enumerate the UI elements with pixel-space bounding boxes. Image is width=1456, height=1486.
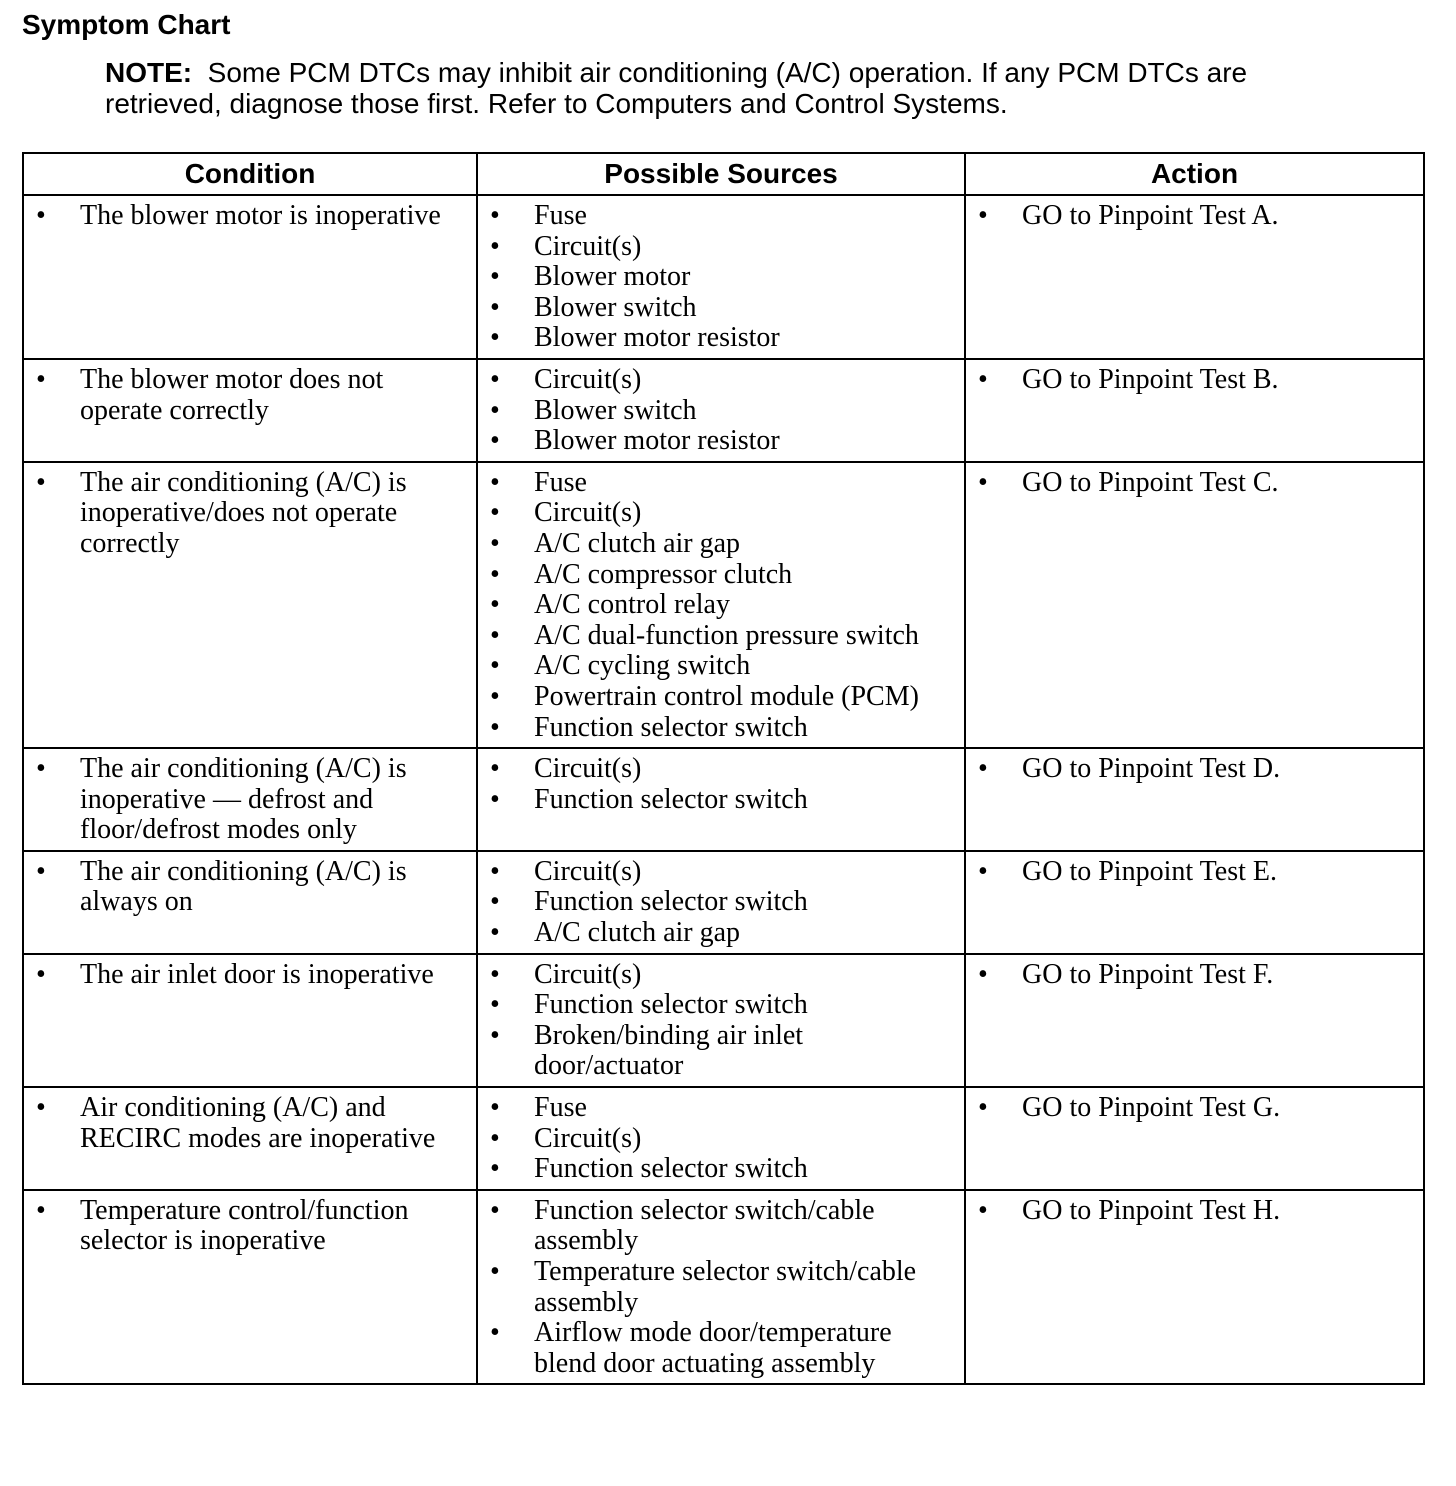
bullet-item: • Blower switch	[478, 396, 956, 427]
action-cell	[965, 851, 1424, 954]
bullet-item: • Fuse	[478, 201, 956, 232]
sources-cell	[477, 748, 965, 851]
table-row	[23, 1087, 1424, 1190]
action-cell-list	[966, 1191, 1423, 1231]
table-header-row	[23, 153, 1424, 195]
bullet-item: • Blower switch	[478, 293, 956, 324]
bullet-item: • A/C clutch air gap	[478, 529, 956, 560]
sources-cell-list	[478, 360, 964, 461]
bullet-item: • GO to Pinpoint Test B.	[966, 365, 1415, 396]
bullet-item: • Function selector switch	[478, 1154, 956, 1185]
sources-cell	[477, 195, 965, 359]
sources-cell	[477, 359, 965, 462]
bullet-item: • Function selector switch	[478, 785, 956, 816]
action-cell	[965, 359, 1424, 462]
note-label: NOTE:	[105, 57, 193, 88]
condition-cell-list	[24, 1088, 476, 1158]
sources-cell-list	[478, 196, 964, 358]
condition-cell-list	[24, 196, 476, 236]
sources-cell	[477, 851, 965, 954]
sources-cell-list	[478, 463, 964, 747]
bullet-item: • Circuit(s)	[478, 960, 956, 991]
note-text: Some PCM DTCs may inhibit air conditioning (A/C) operation. If any PCM DTCs are retrieved, diagnose those first. Refer to Computers and Control Systems.	[105, 57, 1248, 119]
condition-cell-list	[24, 852, 476, 922]
sources-cell-list	[478, 852, 964, 953]
bullet-item: • Circuit(s)	[478, 365, 956, 396]
bullet-item: • The air conditioning (A/C) is inoperative/does not operate correctly	[24, 468, 468, 560]
action-cell	[965, 1087, 1424, 1190]
bullet-item: • Fuse	[478, 468, 956, 499]
condition-cell-list	[24, 360, 476, 430]
bullet-item: • Air conditioning (A/C) and RECIRC modes are inoperative	[24, 1093, 468, 1154]
bullet-item: • A/C clutch air gap	[478, 918, 956, 949]
action-cell-list	[966, 196, 1423, 236]
page-title: Symptom Chart	[22, 9, 231, 40]
header-condition: Condition	[23, 153, 477, 195]
condition-cell-list	[24, 463, 476, 564]
table-row	[23, 195, 1424, 359]
header-possible-sources: Possible Sources	[477, 153, 965, 195]
header-action: Action	[965, 153, 1424, 195]
action-cell	[965, 748, 1424, 851]
bullet-item: • Blower motor	[478, 262, 956, 293]
bullet-item: • Circuit(s)	[478, 857, 956, 888]
bullet-item: • GO to Pinpoint Test F.	[966, 960, 1415, 991]
condition-cell-list	[24, 1191, 476, 1261]
sources-cell	[477, 462, 965, 748]
action-cell-list	[966, 852, 1423, 892]
condition-cell-list	[24, 955, 476, 995]
bullet-item: • Fuse	[478, 1093, 956, 1124]
action-cell-list	[966, 955, 1423, 995]
sources-cell-list	[478, 955, 964, 1086]
table-row	[23, 748, 1424, 851]
condition-cell	[23, 954, 477, 1087]
action-cell	[965, 462, 1424, 748]
action-cell	[965, 954, 1424, 1087]
bullet-item: • Powertrain control module (PCM)	[478, 682, 956, 713]
action-cell-list	[966, 463, 1423, 503]
condition-cell	[23, 462, 477, 748]
condition-cell	[23, 1190, 477, 1385]
bullet-item: • Circuit(s)	[478, 754, 956, 785]
bullet-item: • Blower motor resistor	[478, 323, 956, 354]
condition-cell	[23, 748, 477, 851]
table-body	[23, 195, 1424, 1384]
bullet-item: • GO to Pinpoint Test C.	[966, 468, 1415, 499]
sources-cell-list	[478, 1088, 964, 1189]
bullet-item: • A/C cycling switch	[478, 651, 956, 682]
bullet-item: • The air conditioning (A/C) is always on	[24, 857, 468, 918]
bullet-item: • Blower motor resistor	[478, 426, 956, 457]
bullet-item: • Airflow mode door/temperature blend door actuating assembly	[478, 1318, 956, 1379]
condition-cell	[23, 195, 477, 359]
bullet-item: • The air inlet door is inoperative	[24, 960, 468, 991]
bullet-item: • Broken/binding air inlet door/actuator	[478, 1021, 956, 1082]
bullet-item: • Function selector switch	[478, 990, 956, 1021]
bullet-item: • GO to Pinpoint Test G.	[966, 1093, 1415, 1124]
bullet-item: • A/C control relay	[478, 590, 956, 621]
action-cell-list	[966, 1088, 1423, 1128]
sources-cell	[477, 954, 965, 1087]
condition-cell	[23, 851, 477, 954]
bullet-item: • Function selector switch	[478, 713, 956, 744]
bullet-item: • GO to Pinpoint Test A.	[966, 201, 1415, 232]
bullet-item: • A/C compressor clutch	[478, 560, 956, 591]
bullet-item: • Function selector switch/cable assembly	[478, 1196, 956, 1257]
bullet-item: • The blower motor is inoperative	[24, 201, 468, 232]
symptom-chart-table	[22, 152, 1425, 1385]
bullet-item: • Temperature selector switch/cable assembly	[478, 1257, 956, 1318]
table-row	[23, 359, 1424, 462]
bullet-item: • GO to Pinpoint Test H.	[966, 1196, 1415, 1227]
condition-cell	[23, 1087, 477, 1190]
bullet-item: • A/C dual-function pressure switch	[478, 621, 956, 652]
sources-cell-list	[478, 749, 964, 819]
sources-cell-list	[478, 1191, 964, 1384]
table-row	[23, 851, 1424, 954]
table-row	[23, 462, 1424, 748]
table-row	[23, 1190, 1424, 1385]
sources-cell	[477, 1087, 965, 1190]
bullet-item: • The air conditioning (A/C) is inoperative — defrost and floor/defrost modes only	[24, 754, 468, 846]
bullet-item: • The blower motor does not operate correctly	[24, 365, 468, 426]
condition-cell	[23, 359, 477, 462]
note-paragraph	[105, 58, 1265, 119]
bullet-item: • GO to Pinpoint Test D.	[966, 754, 1415, 785]
bullet-item: • Circuit(s)	[478, 498, 956, 529]
bullet-item: • Function selector switch	[478, 887, 956, 918]
table-row	[23, 954, 1424, 1087]
action-cell	[965, 1190, 1424, 1385]
condition-cell-list	[24, 749, 476, 850]
bullet-item: • Circuit(s)	[478, 232, 956, 263]
action-cell-list	[966, 749, 1423, 789]
sources-cell	[477, 1190, 965, 1385]
bullet-item: • Circuit(s)	[478, 1124, 956, 1155]
action-cell	[965, 195, 1424, 359]
action-cell-list	[966, 360, 1423, 400]
bullet-item: • Temperature control/function selector is inoperative	[24, 1196, 468, 1257]
bullet-item: • GO to Pinpoint Test E.	[966, 857, 1415, 888]
